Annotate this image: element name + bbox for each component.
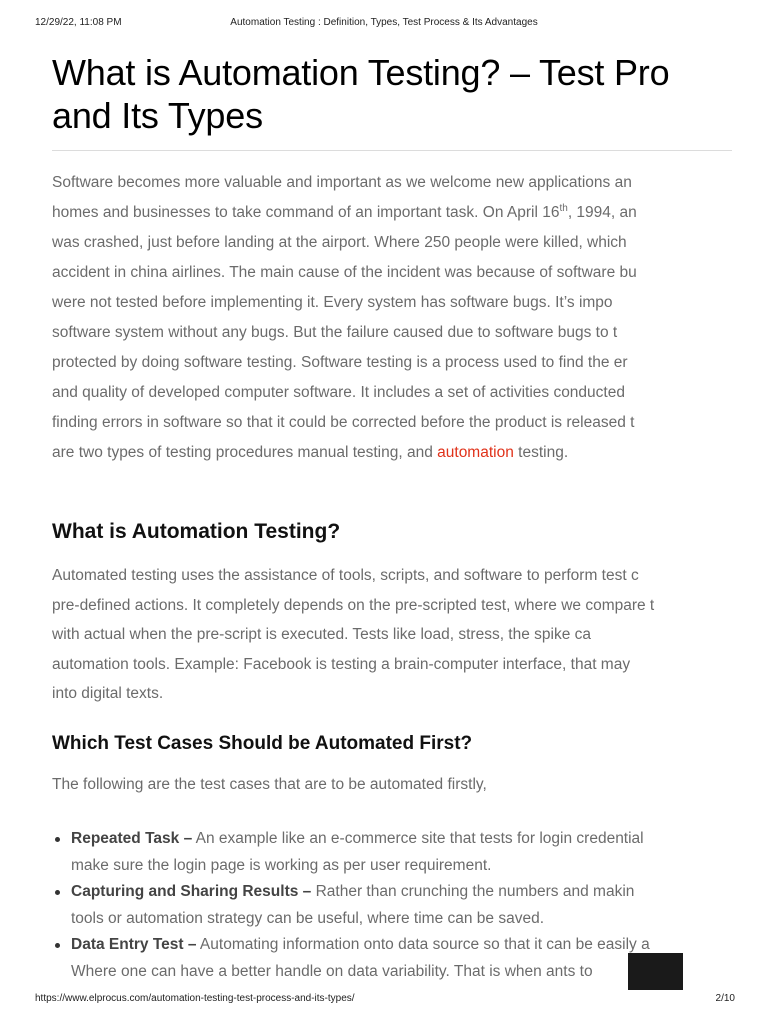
paragraph-line: accident in china airlines. The main cause of the incident was because of software bu <box>52 264 637 281</box>
paragraph-line: and quality of developed computer software. It includes a set of activities conducted <box>52 384 625 401</box>
paragraph-line: into digital texts. <box>52 685 164 702</box>
paragraph-line: Software becomes more valuable and important as we welcome new applications an <box>52 174 632 191</box>
intro-paragraph <box>52 168 732 468</box>
page-number: 2/10 <box>715 993 735 1004</box>
bullet-icon <box>55 837 60 842</box>
print-date: 12/29/22, 11:08 PM <box>35 17 122 28</box>
paragraph-line: protected by doing software testing. Software testing is a process used to find the er <box>52 354 628 371</box>
print-url[interactable]: https://www.elprocus.com/automation-testing-test-process-and-its-types/ <box>35 993 355 1004</box>
bullet-icon <box>55 943 60 948</box>
list-item: Repeated Task – An example like an e-commerce site that tests for login credential make sure the login page is working as per user requirement. <box>52 826 732 879</box>
automation-testing-paragraph <box>52 561 732 709</box>
article-content <box>52 0 732 1000</box>
paragraph-line: are two types of testing procedures manual testing, and automation testing. <box>52 444 569 461</box>
section-heading-automation-testing: What is Automation Testing? <box>52 520 341 543</box>
paragraph-line: homes and businesses to take command of an important task. On April 16th, 1994, an <box>52 202 637 221</box>
title-divider <box>52 150 732 151</box>
bullet-term: Data Entry Test – <box>71 936 197 953</box>
list-item: Data Entry Test – Automating information onto data source so that it can be easily a Where one can have a better handle on data variability. That is when ants to <box>52 932 732 985</box>
bullet-term: Repeated Task – <box>71 830 193 847</box>
list-item: Capturing and Sharing Results – Rather than crunching the numbers and makin tools or automation strategy can be useful, where time can be saved. <box>52 879 732 932</box>
paragraph-line: were not tested before implementing it. Every system has software bugs. It’s impo <box>52 294 613 311</box>
section-heading-test-cases: Which Test Cases Should be Automated First? <box>52 733 473 754</box>
paragraph-line: automation tools. Example: Facebook is testing a brain-computer interface, that may <box>52 655 631 673</box>
paragraph-line: pre-defined actions. It completely depends on the pre-scripted test, where we compare t <box>52 596 655 614</box>
article-title: What is Automation Testing? – Test Pro and Its Types <box>52 52 670 136</box>
test-cases-intro: The following are the test cases that are to be automated firstly, <box>52 776 487 793</box>
redaction-box <box>628 953 683 990</box>
bullet-icon <box>55 890 60 895</box>
paragraph-line: was crashed, just before landing at the airport. Where 250 people were killed, which <box>52 234 627 251</box>
print-footer <box>0 993 768 1007</box>
paragraph-line: software system without any bugs. But the failure caused due to software bugs to t <box>52 324 618 341</box>
bullet-term: Capturing and Sharing Results – <box>71 883 312 900</box>
print-page-title: Automation Testing : Definition, Types, Test Process & Its Advantages <box>230 17 538 28</box>
paragraph-line: finding errors in software so that it could be corrected before the product is released t <box>52 414 635 431</box>
paragraph-line: Automated testing uses the assistance of tools, scripts, and software to perform test c <box>52 567 639 584</box>
automation-link[interactable]: automation <box>437 444 514 461</box>
superscript: th <box>559 202 568 214</box>
paragraph-line: with actual when the pre-script is executed. Tests like load, stress, the spike ca <box>52 626 592 643</box>
